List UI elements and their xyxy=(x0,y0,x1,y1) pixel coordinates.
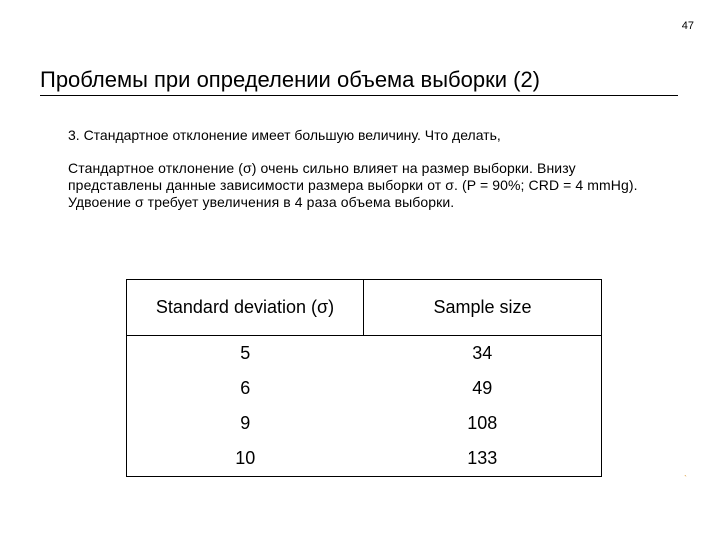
cell-standard-deviation: 5 xyxy=(127,336,364,372)
table-row xyxy=(127,441,602,477)
page-number: 47 xyxy=(681,20,694,32)
header-sample-size: Sample size xyxy=(364,280,602,336)
cell-standard-deviation: 10 xyxy=(127,441,364,477)
table-row xyxy=(127,406,602,441)
body-paragraph: Стандартное отклонение (σ) очень сильно влияет на размер выборки. Внизу представлены данные зависимости размера выборки от σ. (P = 90%; CRD = 4 mmHg). Удвоение σ требует увеличения в 4 раза объема выборки. xyxy=(68,160,638,210)
stray-mark: ` xyxy=(684,474,687,484)
cell-standard-deviation: 9 xyxy=(127,406,364,441)
table-row xyxy=(127,336,602,372)
cell-standard-deviation: 6 xyxy=(127,371,364,406)
table-header-row xyxy=(127,280,602,336)
cell-sample-size: 133 xyxy=(364,441,602,477)
cell-sample-size: 108 xyxy=(364,406,602,441)
header-standard-deviation: Standard deviation (σ) xyxy=(127,280,364,336)
cell-sample-size: 34 xyxy=(364,336,602,372)
table-row xyxy=(127,371,602,406)
slide-title: Проблемы при определении объема выборки (2) xyxy=(40,66,678,96)
sample-size-table xyxy=(126,279,602,477)
point-heading: 3. Стандартное отклонение имеет большую величину. Что делать, xyxy=(68,127,501,143)
cell-sample-size: 49 xyxy=(364,371,602,406)
